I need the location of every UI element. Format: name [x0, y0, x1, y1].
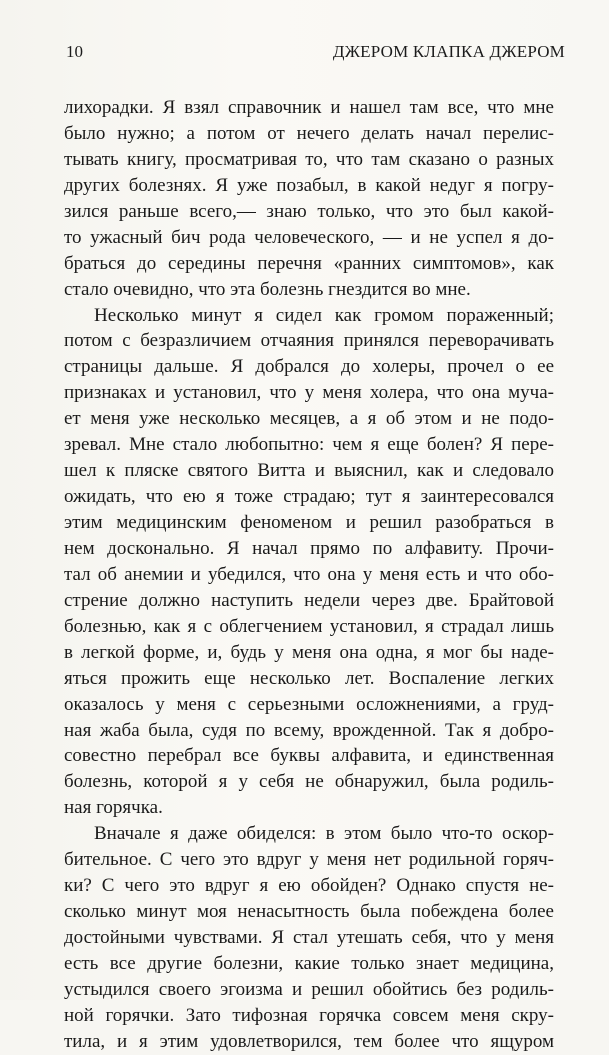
text-line: тывать книгу, просматривая то, что там сказано о разных: [64, 148, 554, 170]
text-line: потом с безразличием отчаяния принялся переворачивать: [64, 330, 554, 352]
text-line: страницы дальше. Я добрался до холеры, прочел о ее: [64, 356, 554, 378]
text-line: зревал. Мне стало любопытно: чем я еще болен? Я пере-: [64, 434, 554, 456]
text-line: стало очевидно, что эта болезнь гнездится во мне.: [64, 278, 471, 300]
paragraph: [64, 821, 554, 1054]
text-line: лихорадки. Я взял справочник и нашел там все, что мне: [64, 97, 554, 118]
text-line: есть все другие болезни, какие только знает медицина,: [64, 952, 554, 974]
paragraph: [64, 303, 554, 822]
text-line: сколько минут моя ненасытность была побеждена более: [64, 901, 554, 923]
text-line: бительное. С чего это вдруг у меня нет родильной горяч-: [64, 849, 554, 871]
text-line: достойными чувствами. Я стал утешать себя, что у меня: [64, 927, 554, 948]
text-line: зился раньше всего,— знаю только, что это был какой-: [64, 200, 554, 222]
text-line: ки? С чего это вдруг я ею обойден? Однако спустя не-: [64, 875, 554, 897]
text-line: яться прожить еще несколько лет. Воспаление легких: [64, 667, 554, 689]
text-line: этим медицинским феноменом и решил разобраться в: [64, 512, 554, 533]
text-line: Несколько минут я сидел как громом пораженный;: [94, 304, 554, 326]
text-line: устыдился своего эгоизма и решил обойтись без родиль-: [64, 978, 554, 1000]
text-line: признаках и установил, что у меня холера, что она муча-: [64, 382, 554, 404]
text-line: ной горячки. Зато тифозная горячка совсем меня скру-: [64, 1004, 554, 1026]
text-line: тал об анемии и убедился, что она у меня есть и что обо-: [64, 563, 554, 585]
text-line: ная горячка.: [64, 797, 163, 819]
text-line: браться до середины перечня «ранних симптомов», как: [64, 252, 554, 274]
text-line: нем досконально. Я начал прямо по алфавиту. Прочи-: [64, 537, 554, 559]
text-line: болезнь, которой я у себя не обнаружил, была родиль-: [64, 771, 554, 793]
text-line: то ужасный бич рода человеческого, — и не успел я до-: [64, 226, 554, 248]
text-line: стрение должно наступить недели через две. Брайтовой: [64, 589, 554, 611]
text-line: оказалось у меня с серьезными осложнениями, а груд-: [64, 693, 554, 715]
paragraph: [64, 95, 554, 303]
page-number: 10: [66, 42, 83, 61]
text-line: других болезнях. Я уже позабыл, в какой недуг я погру-: [64, 174, 554, 196]
text-line: ет меня уже несколько месяцев, а я об этом и не подо-: [64, 408, 554, 430]
text-line: ная жаба была, судя по всему, врожденной. Так я добро-: [64, 719, 554, 741]
text-line: болезнью, как я с облегчением установил, я страдал лишь: [64, 615, 554, 637]
page-header: [66, 42, 565, 66]
text-line: совестно перебрал все буквы алфавита, и единственная: [64, 745, 554, 767]
text-line: шел к пляске святого Витта и выяснил, как и следовало: [64, 460, 554, 482]
running-head: ДЖЕРОМ КЛАПКА ДЖЕРОМ: [332, 42, 565, 61]
text-line: тила, и я этим удовлетворился, тем более что ящуром: [64, 1030, 554, 1052]
text-line: Вначале я даже обиделся: в этом было что-то оскор-: [94, 823, 554, 845]
text-line: в легкой форме, и, будь у меня она одна, я мог бы наде-: [64, 641, 554, 663]
text-line: ожидать, что ею я тоже страдаю; тут я заинтересовался: [64, 486, 554, 508]
text-line: было нужно; а потом от нечего делать начал перелис-: [64, 122, 554, 144]
body-text: [64, 95, 554, 1055]
